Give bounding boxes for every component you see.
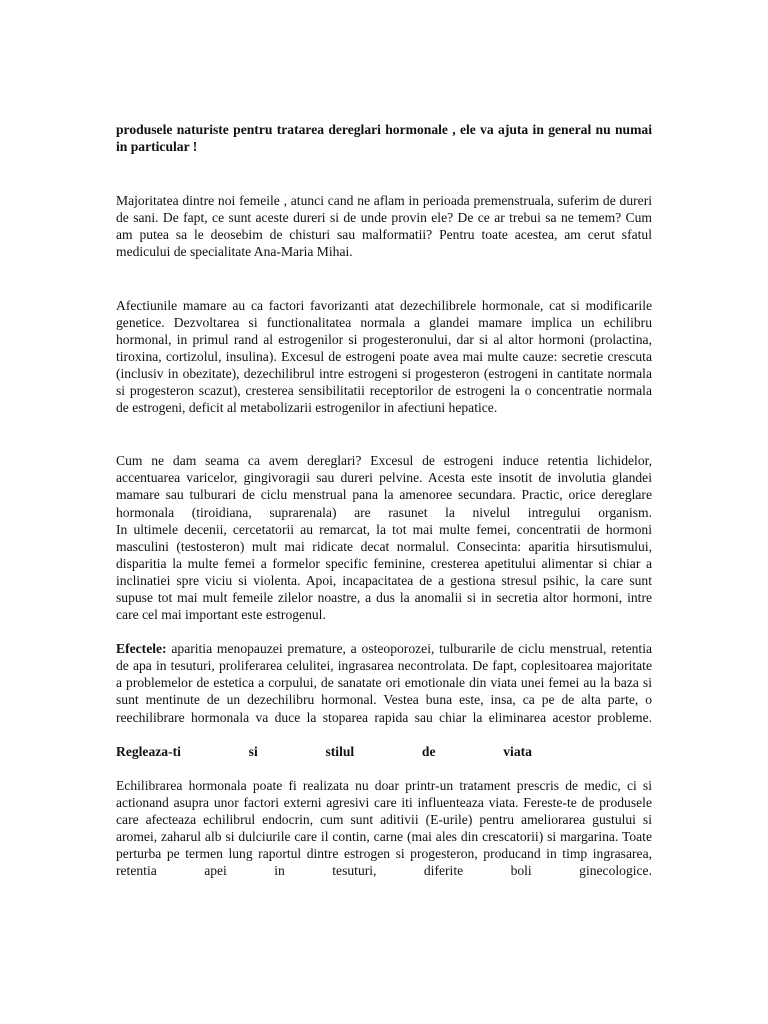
- document-page: [116, 121, 652, 879]
- heading-word: stilul: [325, 743, 355, 759]
- heading-word: de: [421, 743, 436, 759]
- paragraph-effects: [116, 640, 652, 725]
- section-heading-lifestyle: [116, 743, 532, 760]
- document-title: produsele naturiste pentru tratarea dereglari hormonale , ele va ajuta in general nu numai in particular !: [116, 122, 652, 155]
- paragraph-causes: Afectiunile mamare au ca factori favorizanti atat dezechilibrele hormonale, cat si modificarile genetice. Dezvoltarea si functionalitatea normala a glandei mamare implica un echilibru hormonal, in primul rand al estrogenilor si progesteronului, dar si al altor hormoni (prolactina, tiroxina, cortizolul, insulina). Excesul de estrogeni poate avea mai multe cauze: secretie crescuta (inclusiv in obezitate), dezechilibrul intre estrogeni si progesteron (estrogeni in cantitate normala si progesteron scazut), cresterea sensibilitatii receptorilor de estrogeni la o concentratie normala de estrogeni, deficit al metabolizarii estrogenilor in afectiuni hepatice.: [116, 297, 652, 416]
- paragraph-intro: Majoritatea dintre noi femeile , atunci cand ne aflam in perioada premenstruala, suferim de dureri de sani. De fapt, ce sunt aceste dureri si de unde provin ele? De ce ar trebui sa ne temem? Cum am putea sa le deosebim de chisturi sau malformatii? Pentru toate acestea, am cerut sfatul medicului de specialitate Ana-Maria Mihai.: [116, 193, 652, 260]
- heading-word: Regleaza-ti: [116, 743, 181, 759]
- effects-label: Efectele:: [116, 641, 167, 657]
- paragraph-symptoms: Cum ne dam seama ca avem dereglari? Excesul de estrogeni induce retentia lichidelor, accentuarea varicelor, gingivoragii sau dureri pelvine. Acesta este insotit de involutia glandei mamare sau tulburari de ciclu menstrual pana la amenoree secundara. Practic, orice dereglare hormonala (tiroidiana, suprarenala) are rasunet la nivelul intregului organism.: [116, 453, 652, 520]
- heading-word: viata: [503, 743, 532, 759]
- paragraph-balance: Echilibrarea hormonala poate fi realizata nu doar printr-un tratament prescris de medic, ci si actionand asupra unor factori externi agresivi care iti influenteaza viata. Fereste-te de produsele care afecteaza echilibrul endocrin, cum sunt aditivii (E-urile) pentru ameliorarea gustului si aromei, zaharul alb si dulciurile care il contin, carne (mai ales din crescatorii) si margarina. Toate perturba pe termen lung raportul dintre estrogen si progesteron, producand in timp ingrasarea, retentia apei in tesuturi, diferite boli ginecologice.: [116, 777, 652, 879]
- heading-word: si: [248, 743, 258, 759]
- paragraph-research: In ultimele decenii, cercetatorii au remarcat, la tot mai multe femei, concentratii de hormoni masculini (testosteron) mult mai ridicate decat normalul. Consecinta: aparitia hirsutismului, disparitia la multe femei a formelor specific feminine, cresterea apetitului alimentar si chiar a inclinatiei spre viciu si violenta. Apoi, incapacitatea de a gestiona stresul psihic, la care sunt supuse tot mai mult femeile zilelor noastre, a dus la anomalii si in secretia altor hormoni, intre care cel mai important este estrogenul.: [116, 521, 652, 623]
- effects-text: aparitia menopauzei premature, a osteoporozei, tulburarile de ciclu menstrual, retentia de apa in tesuturi, proliferarea celulitei, ingrasarea necontrolata. De fapt, coplesitoarea majoritate a problemelor de estetica a corpului, de sanatate ori emotionale din viata unei femei au la baza si sunt mentinute de un dezechilibru hormonal. Vestea buna este, insa, ca pe de alta parte, o reechilibrare hormonala va duce la stoparea rapida sau chiar la eliminarea acestor probleme.: [116, 641, 652, 725]
